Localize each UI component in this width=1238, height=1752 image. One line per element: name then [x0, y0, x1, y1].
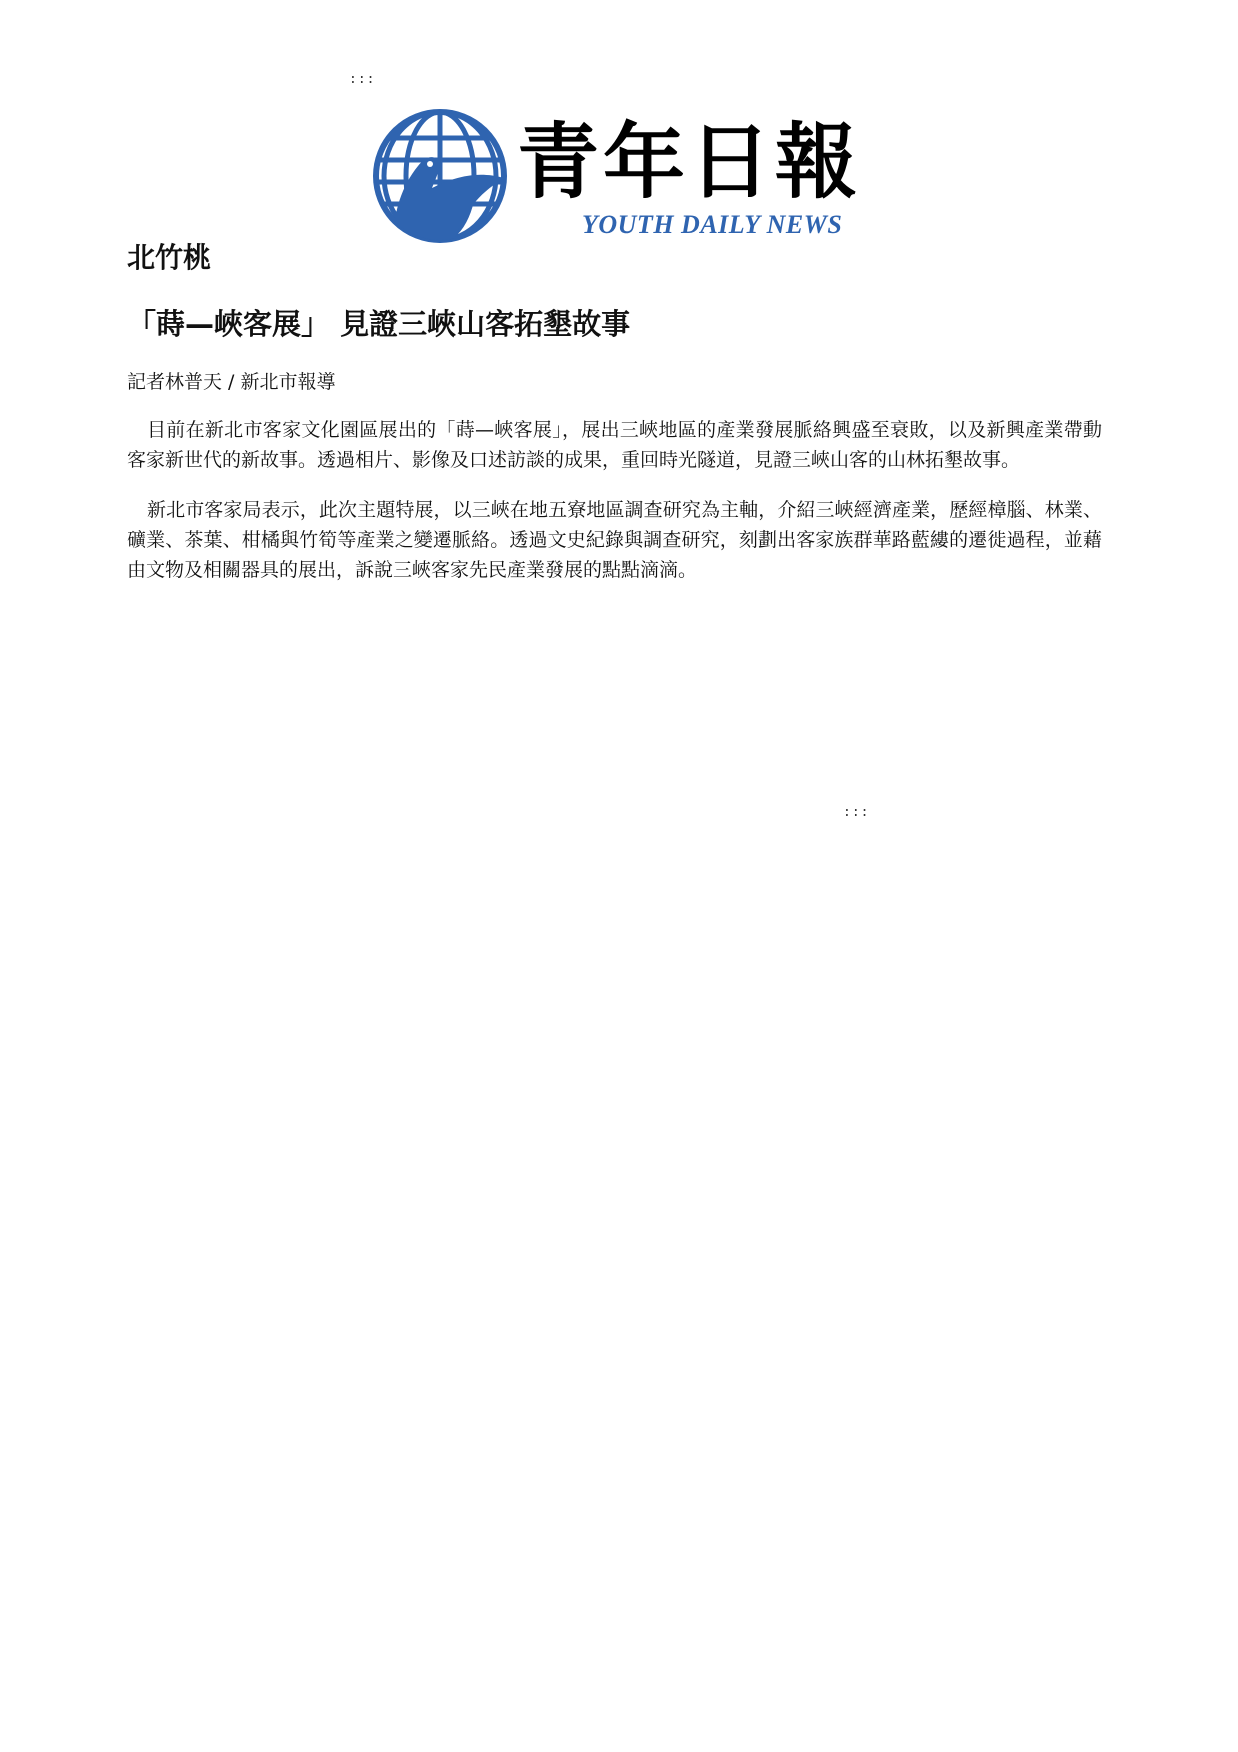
logo-english-name: YOUTH DAILY NEWS	[582, 210, 843, 239]
globe-dove-emblem-icon	[372, 108, 512, 246]
article-headline: 「蒔—峽客展」 見證三峽山客拓墾故事	[127, 307, 631, 341]
article-body	[127, 415, 1102, 605]
section-label: 北竹桃	[127, 241, 212, 274]
logo-chinese-name: 青年日報	[517, 114, 862, 210]
article-paragraph-2: 新北市客家局表示，此次主題特展，以三峽在地五寮地區調查研究為主軸，介紹三峽經濟產業，歷經樟腦、林業、礦業、茶葉、柑橘與竹筍等產業之變遷脈絡。透過文史紀錄與調查研究，刻劃出客家族群華路藍縷的遷徙過程，並藉由文物及相關器具的展出，訴說三峽客家先民產業發展的點點滴滴。	[127, 499, 1102, 581]
article-byline: 記者林普天 / 新北市報導	[127, 371, 336, 393]
article-paragraph-1: 目前在新北市客家文化園區展出的「蒔—峽客展」，展出三峽地區的產業發展脈絡興盛至衰敗，以及新興產業帶動客家新世代的新故事。透過相片、影像及口述訪談的成果，重回時光隧道，見證三峽山客的山林拓墾故事。	[127, 419, 1102, 471]
accesskey-bottom-link[interactable]: :::	[843, 805, 870, 820]
accesskey-top-link[interactable]: :::	[349, 72, 376, 87]
youth-daily-news-logo	[372, 108, 862, 246]
